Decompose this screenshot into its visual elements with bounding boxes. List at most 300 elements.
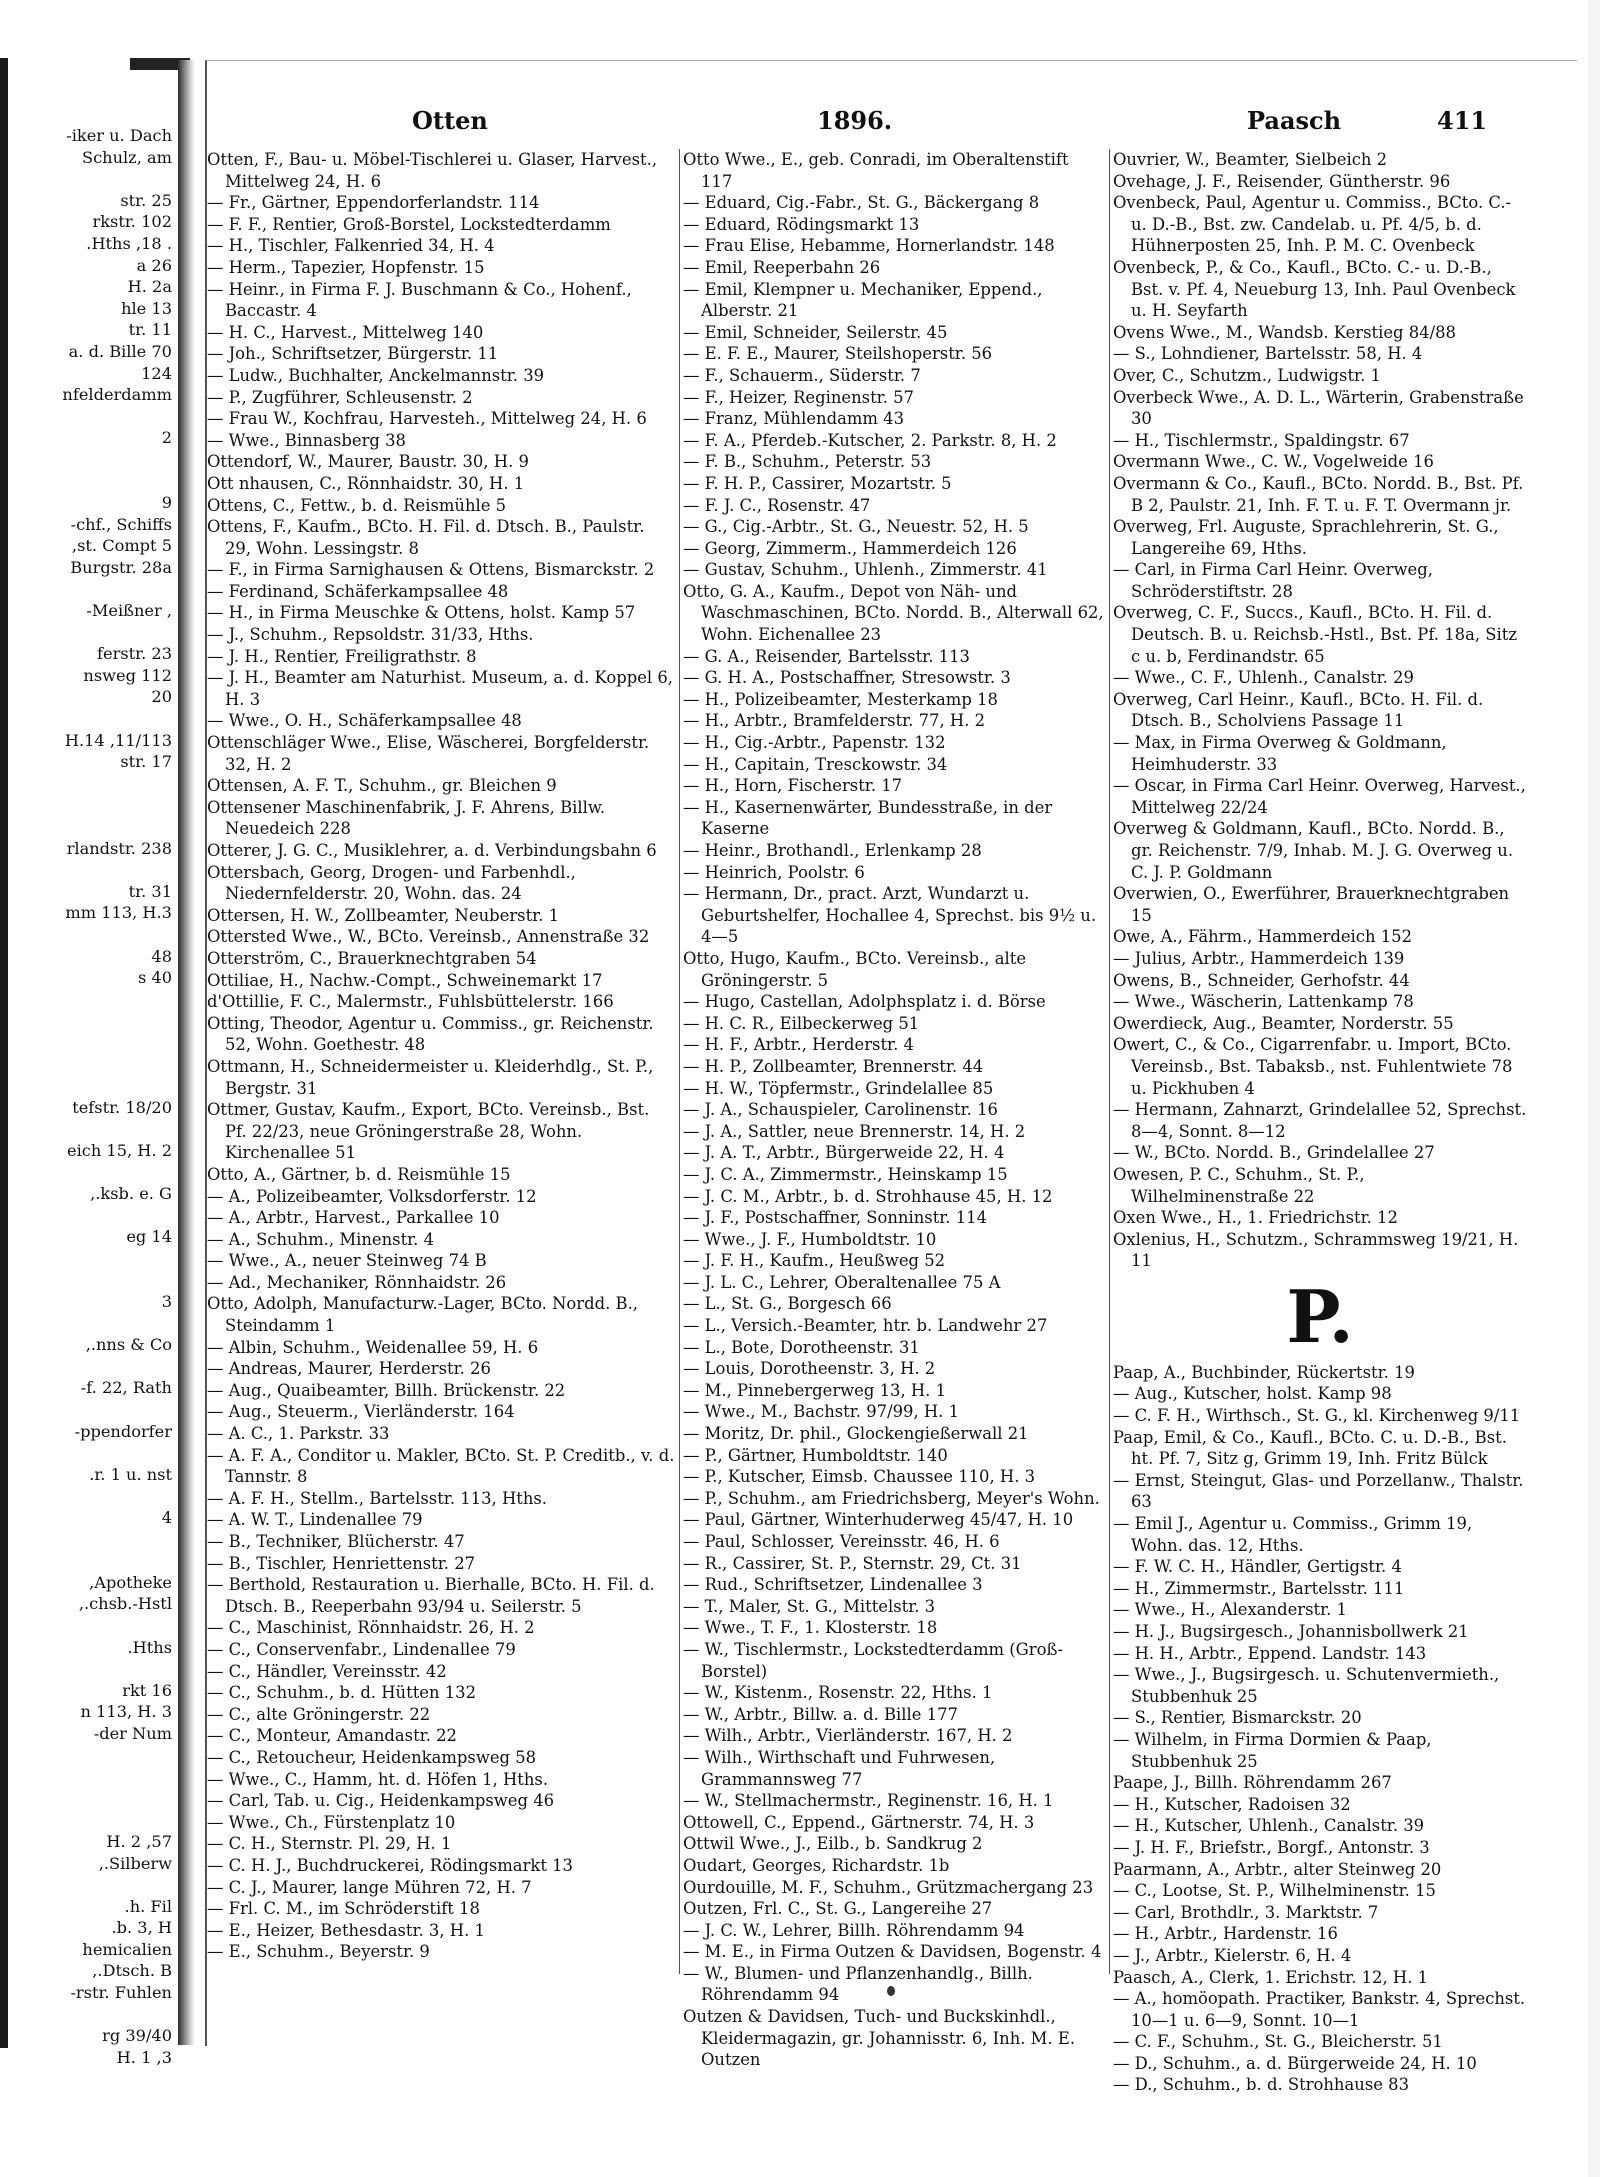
directory-entry: — J. C. A., Zimmermstr., Heinskamp 15	[683, 1164, 1008, 1184]
directory-entry: — H., in Firma Meuschke & Ottens, holst. Kamp 57	[207, 603, 636, 623]
directory-entry: — L., Versich.-Beamter, htr. b. Landwehr 27	[683, 1316, 1048, 1336]
directory-entry: — A. C., 1. Parkstr. 33	[207, 1424, 390, 1444]
fragment-line	[8, 1809, 176, 1831]
fragment-line: nfelderdamm	[62, 385, 172, 405]
directory-entry: — W., BCto. Nordd. B., Grindelallee 27	[1113, 1143, 1435, 1163]
fragment-line: ksb. e. G.,	[90, 1184, 172, 1204]
directory-entry: — Berthold, Restauration u. Bierhalle, BCto. H. Fil. d. Dtsch. B., Reeperbahn 93/94 u. Seilerstr. 5	[207, 1575, 655, 1616]
directory-entry: — J. C. W., Lehrer, Billh. Röhrendamm 94	[683, 1920, 1025, 1940]
directory-entry: — S., Lohndiener, Bartelsstr. 58, H. 4	[1113, 344, 1423, 364]
fragment-line: rg 39/40	[102, 2026, 172, 2046]
directory-entry: — Hermann, Zahnarzt, Grindelallee 52, Sprechst. 8—4, Sonnt. 8—12	[1113, 1100, 1527, 1141]
header-year: 1896.	[817, 106, 893, 135]
directory-entry: — H., Zimmermstr., Bartelsstr. 111	[1113, 1578, 1405, 1598]
fragment-line	[8, 1075, 176, 1097]
directory-entry: — F., Heizer, Reginenstr. 57	[683, 387, 914, 407]
directory-entry: — Wilhelm, in Firma Dormien & Paap, Stubbenhuk 25	[1113, 1729, 1432, 1771]
fragment-line	[8, 708, 176, 730]
directory-entry: Outzen, Frl. C., St. G., Langereihe 27	[683, 1899, 993, 1919]
fragment-line: 3, H. 1	[116, 2047, 172, 2067]
directory-entry: — E. F. E., Maurer, Steilshoperstr. 56	[683, 344, 993, 364]
directory-entry: — Aug., Steuerm., Vierländerstr. 164	[207, 1402, 515, 1422]
fragment-line	[8, 1205, 176, 1227]
directory-entry: Otto, G. A., Kaufm., Depot von Näh- und Waschmaschinen, BCto. Nordd. B., Alterwall 62, Wohn. Eichenallee 23	[683, 581, 1104, 645]
directory-entry: — C., Schuhm., b. d. Hütten 132	[207, 1683, 477, 1703]
directory-entry: — G. H. A., Postschaffner, Stresowstr. 3	[683, 668, 1011, 688]
directory-entry: Otto Wwe., E., geb. Conradi, im Oberaltenstift 117	[683, 150, 1069, 191]
directory-entry: — Wilh., Wirthschaft und Fuhrwesen, Grammannsweg 77	[683, 1747, 996, 1789]
directory-entry: — H., Kutscher, Radoisen 32	[1113, 1794, 1351, 1814]
directory-entry: Otto, A., Gärtner, b. d. Reismühle 15	[207, 1164, 511, 1184]
directory-entry: Ottersen, H. W., Zollbeamter, Neuberstr. 1	[207, 905, 560, 925]
directory-entry: — J., Arbtr., Kielerstr. 6, H. 4	[1113, 1945, 1352, 1965]
directory-entry: d'Ottillie, F. C., Malermstr., Fuhlsbüttelerstr. 166	[207, 992, 614, 1012]
directory-entry: — Oscar, in Firma Carl Heinr. Overweg, Harvest., Mittelweg 22/24	[1113, 776, 1526, 817]
fragment-line	[8, 622, 176, 644]
directory-entry: — C., Conservenfabr., Lindenallee 79	[207, 1639, 516, 1659]
fragment-line: Dtsch. B.,	[92, 1961, 172, 1981]
fragment-line	[8, 1162, 176, 1184]
fragment-line: , Meißner-	[86, 601, 172, 621]
fragment-line	[8, 794, 176, 816]
directory-entry: — Hermann, Dr., pract. Arzt, Wundarzt u. Geburtshelfer, Hochallee 4, Sprechst. bis 9½ u. 4—5	[683, 884, 1097, 947]
fragment-line: ferstr. 23	[97, 644, 172, 664]
directory-entry: — Georg, Zimmerm., Hammerdeich 126	[683, 538, 1017, 558]
directory-entry: — W., Kistenm., Rosenstr. 22, Hths. 1	[683, 1683, 993, 1703]
directory-entry: — Julius, Arbtr., Hammerdeich 139	[1113, 948, 1405, 968]
fragment-line: nsweg 112	[83, 665, 172, 685]
directory-entry: — Gustav, Schuhm., Uhlenh., Zimmerstr. 41	[683, 560, 1048, 580]
fragment-line: st. Compt 5,	[71, 536, 172, 556]
fragment-line: hle 13	[121, 298, 172, 318]
directory-entry: — H., Polizeibeamter, Mesterkamp 18	[683, 689, 998, 709]
fragment-line	[8, 1745, 176, 1767]
directory-entry: Ovenbeck, Paul, Agentur u. Commiss., BCto. C.- u. D.-B., Bst. zw. Candelab. u. Pf. 4/5, b. d. Hühnerposten 25, Inh. P. M. C. Ovenbeck	[1113, 193, 1512, 256]
directory-entry: Oxen Wwe., H., 1. Friedrichstr. 12	[1113, 1208, 1398, 1228]
directory-entry: Ovens Wwe., M., Wandsb. Kerstieg 84/88	[1113, 322, 1456, 342]
directory-entry: — M. E., in Firma Outzen & Davidsen, Bogenstr. 4	[683, 1942, 1102, 1962]
directory-entry: Ottensener Maschinenfabrik, J. F. Ahrens, Billw. Neuedeich 228	[207, 797, 606, 839]
directory-entry: — D., Schuhm., a. d. Bürgerweide 24, H. 10	[1113, 2053, 1477, 2073]
fragment-line: der Num-	[93, 1723, 172, 1743]
directory-entry: — J. C. M., Arbtr., b. d. Strohhause 45, H. 12	[683, 1186, 1053, 1206]
fragment-line	[8, 1356, 176, 1378]
directory-entry: — F., in Firma Sarnighausen & Ottens, Bismarckstr. 2	[207, 560, 655, 580]
directory-entry: — H., Kutscher, Uhlenh., Canalstr. 39	[1113, 1816, 1425, 1836]
directory-entry: — H. P., Zollbeamter, Brennerstr. 44	[683, 1056, 984, 1076]
directory-entry: — Albin, Schuhm., Weidenallee 59, H. 6	[207, 1337, 539, 1357]
directory-entry: — J. A., Schauspieler, Carolinenstr. 16	[683, 1100, 998, 1120]
fragment-line: 26 a	[136, 255, 172, 275]
page-edge	[1588, 0, 1600, 2177]
directory-entry: — Ad., Mechaniker, Rönnhaidstr. 26	[207, 1272, 507, 1292]
directory-entry: Otterström, C., Brauerknechtgraben 54	[207, 948, 537, 968]
directory-entry: Overweg, C. F., Succs., Kaufl., BCto. H. Fil. d. Deutsch. B. u. Reichsb.-Hstl., Bst. Pf. 18a, Sitz c u. b, Ferdinandstr. 65	[1113, 603, 1517, 666]
directory-entry: Overweg & Goldmann, Kaufl., BCto. Nordd. B., gr. Reichenstr. 7/9, Inhab. M. J. G. Overweg u. C. J. P. Goldmann	[1113, 819, 1514, 882]
directory-entry: — D., Schuhm., b. d. Strohhause 83	[1113, 2075, 1409, 2095]
fragment-line	[8, 1529, 176, 1551]
fragment-line: nns & Co.,	[85, 1335, 172, 1355]
directory-entry: — L., St. G., Borgesch 66	[683, 1294, 892, 1314]
directory-entry: — H., Tischler, Falkenried 34, H. 4	[207, 236, 495, 256]
fragment-line	[8, 1269, 176, 1291]
header-left-keyword: Otten	[412, 106, 488, 135]
directory-entry: — H., Capitain, Tresckowstr. 34	[683, 754, 948, 774]
directory-entry: Ourdouille, M. F., Schuhm., Grützmachergang 23	[683, 1877, 1094, 1897]
fragment-line: rkt 16	[122, 1680, 172, 1700]
directory-entry: Overweg, Carl Heinr., Kaufl., BCto. H. Fil. d. Dtsch. B., Scholviens Passage 11	[1113, 689, 1484, 731]
fragment-line	[8, 1248, 176, 1270]
fragment-line	[8, 1118, 176, 1140]
directory-entry: — F. B., Schuhm., Peterstr. 53	[683, 452, 932, 472]
fragment-line: 2	[161, 428, 172, 448]
fragment-line: hemicalien	[82, 1939, 172, 1959]
fragment-line: tr. 11	[128, 320, 172, 340]
directory-entry: — J. H. F., Briefstr., Borgf., Antonstr. 3	[1113, 1837, 1430, 1857]
directory-entry: — J. F., Postschaffner, Sonninstr. 114	[683, 1208, 988, 1228]
ink-mark	[887, 1986, 895, 1996]
fragment-line	[8, 924, 176, 946]
directory-entry: Outzen & Davidsen, Tuch- und Buckskinhdl., Kleidermagazin, gr. Johannisstr. 6, Inh. M. E. Outzen	[683, 2007, 1076, 2070]
directory-entry: — H. C., Harvest., Mittelweg 140	[207, 322, 484, 342]
directory-entry: — C., Retoucheur, Heidenkampsweg 58	[207, 1747, 537, 1767]
directory-entry: — P., Gärtner, Humboldtstr. 140	[683, 1445, 948, 1465]
directory-entry: — J. A., Sattler, neue Brennerstr. 14, H. 2	[683, 1121, 1026, 1141]
directory-entry: Over, C., Schutzm., Ludwigstr. 1	[1113, 365, 1381, 385]
fragment-line: Hths.	[127, 1637, 172, 1657]
directory-entry: — Andreas, Maurer, Herderstr. 26	[207, 1359, 491, 1379]
column-right	[1113, 149, 1527, 2095]
fragment-line	[8, 2004, 176, 2026]
book-gutter	[178, 60, 195, 2045]
fragment-line: iker u. Dach-	[66, 126, 172, 145]
directory-entry: — H., Cig.-Arbtr., Papenstr. 132	[683, 733, 946, 753]
fragment-line: str. 25	[120, 190, 172, 210]
directory-entry: — Max, in Firma Overweg & Goldmann, Heimhuderstr. 33	[1113, 733, 1447, 774]
directory-entry: Ovehage, J. F., Reisender, Güntherstr. 96	[1113, 171, 1451, 191]
directory-entry: Ottens, C., Fettw., b. d. Reismühle 5	[207, 495, 507, 515]
directory-entry: — Wwe., J. F., Humboldtstr. 10	[683, 1229, 937, 1249]
directory-entry: — A. W. T., Lindenallee 79	[207, 1510, 423, 1530]
directory-entry: — Paul, Gärtner, Winterhuderweg 45/47, H. 10	[683, 1510, 1074, 1530]
directory-entry: Owens, B., Schneider, Gerhofstr. 44	[1113, 970, 1410, 990]
directory-entry: — A., Arbtr., Harvest., Parkallee 10	[207, 1208, 500, 1228]
directory-entry: — E., Schuhm., Beyerstr. 9	[207, 1942, 430, 1962]
directory-entry: — W., Blumen- und Pflanzenhandlg., Billh. Röhrendamm 94	[683, 1963, 1033, 2005]
directory-entry: — H. C. R., Eilbeckerweg 51	[683, 1013, 920, 1033]
directory-entry: — Wwe., Ch., Fürstenplatz 10	[207, 1812, 456, 1832]
directory-entry: — Emil J., Agentur u. Commiss., Grimm 19, Wohn. das. 12, Hths.	[1113, 1514, 1473, 1555]
directory-entry: Ottenschläger Wwe., Elise, Wäscherei, Borgfelderstr. 32, H. 2	[207, 733, 650, 774]
directory-entry: — F. A., Pferdeb.-Kutscher, 2. Parkstr. 8, H. 2	[683, 430, 1057, 450]
fragment-line	[8, 773, 176, 795]
fragment-line: 11/113, H.14	[64, 730, 172, 750]
directory-entry: — B., Techniker, Blücherstr. 47	[207, 1532, 465, 1551]
directory-entry: — Frau W., Kochfrau, Harvesteh., Mittelweg 24, H. 6	[207, 409, 647, 429]
directory-entry: Otto, Adolph, Manufacturw.-Lager, BCto. Nordd. B., Steindamm 1	[207, 1294, 638, 1336]
directory-entry: — H. F., Arbtr., Herderstr. 4	[683, 1035, 914, 1055]
left-page-shadow	[0, 58, 8, 2048]
directory-entry: — H. W., Töpfermstr., Grindelallee 85	[683, 1078, 994, 1098]
directory-entry: Paarmann, A., Arbtr., alter Steinweg 20	[1113, 1859, 1442, 1879]
fragment-line	[8, 1399, 176, 1421]
fragment-line: 48	[151, 946, 172, 966]
directory-entry: Ottwil Wwe., J., Eilb., b. Sandkrug 2	[683, 1834, 983, 1854]
directory-entry: — C., Monteur, Amandastr. 22	[207, 1726, 457, 1746]
directory-entry: — S., Rentier, Bismarckstr. 20	[1113, 1708, 1362, 1728]
fragment-line	[8, 449, 176, 471]
fragment-line: H. 2a	[127, 277, 172, 297]
directory-entry: — F. J. C., Rosenstr. 47	[683, 495, 871, 515]
directory-entry: — Ferdinand, Schäferkampsallee 48	[207, 581, 509, 601]
directory-entry: Ottiliae, H., Nachw.-Compt., Schweinemarkt 17	[207, 970, 603, 990]
directory-entry: — H., Horn, Fischerstr. 17	[683, 776, 903, 796]
fragment-line: rkstr. 102	[92, 212, 172, 232]
directory-entry: Ottendorf, W., Maurer, Baustr. 30, H. 9	[207, 452, 529, 472]
fragment-line: ppendorfer-	[74, 1421, 172, 1441]
directory-entry: — C., Händler, Vereinsstr. 42	[207, 1661, 447, 1681]
directory-entry: Paasch, A., Clerk, 1. Erichstr. 12, H. 1	[1113, 1967, 1429, 1987]
directory-entry: — P., Kutscher, Eimsb. Chaussee 110, H. 3	[683, 1467, 1036, 1487]
fragment-line	[8, 1313, 176, 1335]
directory-entry: — G., Cig.-Arbtr., St. G., Neuestr. 52, H. 5	[683, 517, 1029, 537]
directory-entry: — Fr., Gärtner, Eppendorferlandstr. 114	[207, 193, 540, 213]
fragment-line: eg 14	[126, 1227, 172, 1247]
directory-entry: Paap, Emil, & Co., Kaufl., BCto. C. u. D.-B., Bst. ht. Pf. 7, Sitz g, Grimm 19, Inh. Fritz Bülck	[1113, 1427, 1507, 1469]
fragment-line	[8, 471, 176, 493]
fragment-line	[8, 1485, 176, 1507]
directory-entry: — A. F. A., Conditor u. Makler, BCto. St. P. Creditb., v. d. Tannstr. 8	[207, 1445, 675, 1487]
fragment-line: mm 113, H.3	[65, 903, 172, 923]
directory-entry: — Frau Elise, Hebamme, Hornerlandstr. 148	[683, 236, 1055, 256]
column-left	[207, 149, 675, 1989]
directory-entry: — Wwe., Binnasberg 38	[207, 430, 406, 450]
directory-entry: — Herm., Tapezier, Hopfenstr. 15	[207, 257, 485, 277]
directory-entry: Owerdieck, Aug., Beamter, Norderstr. 55	[1113, 1013, 1454, 1033]
directory-entry: — Heinr., Brothandl., Erlenkamp 28	[683, 841, 982, 860]
directory-entry: Paape, J., Billh. Röhrendamm 267	[1113, 1773, 1392, 1793]
fragment-line	[8, 1874, 176, 1896]
directory-entry: — Carl, in Firma Carl Heinr. Overweg, Schröderstiftstr. 28	[1113, 560, 1433, 601]
fragment-line	[8, 989, 176, 1011]
fragment-line: Silberw.,	[98, 1853, 172, 1873]
directory-entry: — Wwe., C., Hamm, ht. d. Höfen 1, Hths.	[207, 1769, 549, 1789]
fragment-line: chsb.-Hstl.,	[78, 1594, 172, 1614]
directory-entry: — W., Arbtr., Billw. a. d. Bille 177	[683, 1704, 958, 1724]
directory-entry: — Emil, Reeperbahn 26	[683, 257, 881, 277]
fragment-line	[8, 859, 176, 881]
fragment-line: . 18, Hths.	[86, 233, 172, 253]
directory-entry: Owe, A., Fährm., Hammerdeich 152	[1113, 927, 1413, 947]
directory-entry: — Paul, Schlosser, Vereinsstr. 46, H. 6	[683, 1532, 1000, 1551]
directory-entry: — Wwe., M., Bachstr. 97/99, H. 1	[683, 1402, 960, 1422]
directory-entry: — M., Pinnebergerweg 13, H. 1	[683, 1380, 947, 1400]
directory-entry: — Wwe., Wäscherin, Lattenkamp 78	[1113, 992, 1414, 1012]
directory-entry: Ottowell, C., Eppend., Gärtnerstr. 74, H. 3	[683, 1812, 1035, 1832]
fragment-line: h. Fil.	[124, 1896, 172, 1916]
directory-entry: — F. W. C. H., Händler, Gertigstr. 4	[1113, 1557, 1402, 1577]
directory-entry: — P., Zugführer, Schleusenstr. 2	[207, 387, 473, 407]
directory-entry: — F., Schauerm., Süderstr. 7	[683, 365, 921, 385]
directory-entry: — R., Cassirer, St. P., Sternstr. 29, Ct. 31	[683, 1553, 1022, 1573]
fragment-line	[8, 168, 176, 190]
directory-entry: — Aug., Quaibeamter, Billh. Brückenstr. 22	[207, 1380, 566, 1400]
directory-entry: Overmann & Co., Kaufl., BCto. Nordd. B., Bst. Pf. B 2, Paulstr. 21, Inh. F. T. u. F. T. Overmann jr.	[1113, 473, 1524, 515]
directory-entry: — Heinr., in Firma F. J. Buschmann & Co., Hohenf., Baccastr. 4	[207, 279, 632, 321]
directory-entry: — A. F. H., Stellm., Bartelsstr. 113, Hths.	[207, 1488, 547, 1508]
directory-entry: — A., Schuhm., Minenstr. 4	[207, 1229, 435, 1249]
fragment-line: Apotheke,	[89, 1572, 172, 1592]
fragment-line: tefstr. 18/20	[72, 1097, 172, 1117]
fragment-line: 57, H. 2	[106, 1831, 172, 1851]
directory-entry: Owesen, P. C., Schuhm., St. P., Wilhelminenstraße 22	[1113, 1164, 1365, 1206]
directory-entry: — H., Kasernenwärter, Bundesstraße, in der Kaserne	[683, 797, 1053, 839]
fragment-line	[8, 578, 176, 600]
directory-entry: — H., Tischlermstr., Spaldingstr. 67	[1113, 430, 1410, 450]
directory-entry: Ovenbeck, P., & Co., Kaufl., BCto. C.- u. D.-B., Bst. v. Pf. 4, Neueburg 13, Inh. Paul Ovenbeck u. H. Seyfarth	[1113, 257, 1516, 321]
directory-entry: — Heinrich, Poolstr. 6	[683, 862, 865, 882]
fragment-line: Burgstr. 28a	[70, 557, 172, 577]
directory-entry: — Eduard, Cig.-Fabr., St. G., Bäckergang 8	[683, 193, 1040, 213]
fragment-line: 4	[161, 1508, 172, 1527]
directory-entry: — Wwe., H., Alexanderstr. 1	[1113, 1600, 1347, 1620]
directory-entry: — J. L. C., Lehrer, Oberaltenallee 75 A	[683, 1272, 1001, 1292]
fragment-line: chf., Schiffs-	[70, 514, 172, 534]
directory-entry: — Aug., Kutscher, holst. Kamp 98	[1113, 1384, 1392, 1404]
directory-entry: — C. H., Sternstr. Pl. 29, H. 1	[207, 1834, 452, 1854]
directory-entry: — W., Stellmachermstr., Reginenstr. 16, H. 1	[683, 1791, 1054, 1811]
fragment-line: rstr. Fuhlen-	[70, 1983, 172, 2003]
previous-page-fragment	[8, 125, 176, 2067]
directory-entry: Ottens, F., Kaufm., BCto. H. Fil. d. Dtsch. B., Paulstr. 29, Wohn. Lessingstr. 8	[207, 517, 645, 558]
directory-entry: Ottersted Wwe., W., BCto. Vereinsb., Annenstraße 32	[207, 927, 650, 947]
directory-entry: Ottmann, H., Schneidermeister u. Kleiderhdlg., St. P., Bergstr. 31	[207, 1056, 654, 1098]
directory-entry: — Eduard, Rödingsmarkt 13	[683, 214, 920, 234]
directory-entry: — C. H. J., Buchdruckerei, Rödingsmarkt 13	[207, 1855, 573, 1875]
directory-entry: — Louis, Dorotheenstr. 3, H. 2	[683, 1359, 936, 1379]
directory-entry: — C. F. H., Wirthsch., St. G., kl. Kirchenweg 9/11	[1113, 1406, 1521, 1426]
directory-entry: — H. H., Arbtr., Eppend. Landstr. 143	[1113, 1643, 1427, 1663]
directory-entry: — Wwe., J., Bugsirgesch. u. Schutenvermieth., Stubbenhuk 25	[1113, 1665, 1500, 1706]
directory-entry: — P., Schuhm., am Friedrichsberg, Meyer's Wohn.	[683, 1488, 1100, 1508]
fragment-line: rlandstr. 238	[66, 838, 172, 858]
directory-entry: Ottensen, A. F. T., Schuhm., gr. Bleichen 9	[207, 776, 557, 796]
fragment-line: r. 1 u. nst.	[89, 1464, 172, 1484]
directory-entry: — A., Polizeibeamter, Volksdorferstr. 12	[207, 1186, 537, 1206]
directory-entry: — Wwe., O. H., Schäferkampsallee 48	[207, 711, 522, 731]
fragment-line	[8, 1550, 176, 1572]
fragment-line	[8, 1054, 176, 1076]
directory-entry: — Carl, Brothdlr., 3. Marktstr. 7	[1113, 1902, 1379, 1922]
directory-entry: — Carl, Tab. u. Cig., Heidenkampsweg 46	[207, 1791, 555, 1811]
page-number: 411	[1437, 106, 1488, 135]
fragment-line	[8, 1788, 176, 1810]
fragment-line	[8, 1658, 176, 1680]
directory-entry: Overwien, O., Ewerführer, Brauerknechtgraben 15	[1113, 884, 1510, 925]
directory-entry: — C. F., Schuhm., St. G., Bleicherstr. 51	[1113, 2032, 1443, 2052]
fragment-line: b. 3, H.	[111, 1918, 172, 1938]
directory-entry: — Ludw., Buchhalter, Anckelmannstr. 39	[207, 365, 545, 385]
directory-entry: — Moritz, Dr. phil., Glockengießerwall 21	[683, 1424, 1029, 1444]
fragment-line	[8, 406, 176, 428]
directory-entry: — Hugo, Castellan, Adolphsplatz i. d. Börse	[683, 992, 1046, 1012]
fragment-line: f. 22, Rath-	[80, 1378, 172, 1398]
directory-entry: Paap, A., Buchbinder, Rückertstr. 19	[1113, 1362, 1415, 1382]
fragment-line	[8, 816, 176, 838]
directory-entry: — F. H. P., Cassirer, Mozartstr. 5	[683, 473, 952, 493]
fragment-line	[8, 1615, 176, 1637]
directory-entry: — H. J., Bugsirgesch., Johannisbollwerk 21	[1113, 1622, 1469, 1641]
directory-entry: — Joh., Schriftsetzer, Bürgerstr. 11	[207, 344, 499, 364]
fragment-line: tr. 31	[128, 881, 172, 901]
directory-entry: — F. F., Rentier, Groß-Borstel, Lockstedterdamm	[207, 214, 611, 234]
directory-entry: Otto, Hugo, Kaufm., BCto. Vereinsb., alte Gröningerstr. 5	[683, 948, 1027, 990]
directory-entry: — Ernst, Steingut, Glas- und Porzellanw., Thalstr. 63	[1113, 1470, 1524, 1512]
directory-entry: Otting, Theodor, Agentur u. Commiss., gr. Reichenstr. 52, Wohn. Goethestr. 48	[207, 1013, 654, 1055]
fragment-line: 124	[141, 363, 172, 383]
directory-entry: — C. J., Maurer, lange Mühren 72, H. 7	[207, 1877, 532, 1897]
directory-entry: — J. H., Beamter am Naturhist. Museum, a. d. Koppel 6, H. 3	[207, 668, 673, 709]
fragment-line: eich 15, H. 2	[67, 1140, 172, 1160]
directory-entry: — Wwe., A., neuer Steinweg 74 B	[207, 1251, 487, 1271]
fragment-line: a. d. Bille 70	[68, 341, 172, 361]
column-rule	[679, 149, 680, 1974]
fragment-line: Schulz, am	[81, 147, 172, 167]
fragment-line	[8, 1766, 176, 1788]
directory-entry: Overweg, Frl. Auguste, Sprachlehrerin, St. G., Langereihe 69, Hths.	[1113, 517, 1499, 558]
directory-entry: — Emil, Schneider, Seilerstr. 45	[683, 322, 948, 342]
directory-entry: — J. H., Rentier, Freiligrathstr. 8	[207, 646, 477, 666]
directory-entry: Ottersbach, Georg, Drogen- und Farbenhdl., Niedernfelderstr. 20, Wohn. das. 24	[207, 862, 576, 904]
running-header	[207, 106, 1488, 142]
fragment-line	[8, 1442, 176, 1464]
directory-entry: Overmann Wwe., C. W., Vogelweide 16	[1113, 452, 1434, 472]
directory-entry: — H., Arbtr., Bramfelderstr. 77, H. 2	[683, 711, 986, 731]
directory-entry: — J., Schuhm., Repsoldstr. 31/33, Hths.	[207, 625, 534, 645]
directory-entry: — Wwe., C. F., Uhlenh., Canalstr. 29	[1113, 668, 1414, 688]
directory-entry: Otterer, J. G. C., Musiklehrer, a. d. Verbindungsbahn 6	[207, 841, 657, 860]
directory-entry: — Franz, Mühlendamm 43	[683, 409, 905, 429]
header-right-keyword: Paasch	[1247, 106, 1342, 135]
directory-entry: — C., Maschinist, Rönnhaidstr. 26, H. 2	[207, 1618, 535, 1638]
column-middle	[683, 149, 1105, 2070]
directory-entry: — T., Maler, St. G., Mittelstr. 3	[683, 1596, 936, 1616]
directory-entry: — A., homöopath. Practiker, Bankstr. 4, Sprechst. 10—1 u. 6—9, Sonnt. 10—1	[1113, 1989, 1526, 2030]
fragment-line	[8, 1010, 176, 1032]
directory-page	[205, 60, 1577, 2095]
directory-entry: — W., Tischlermstr., Lockstedterdamm (Groß-Borstel)	[683, 1639, 1063, 1681]
directory-entry: — L., Bote, Dorotheenstr. 31	[683, 1337, 920, 1357]
directory-entry: — G. A., Reisender, Bartelsstr. 113	[683, 646, 970, 666]
fragment-line: str. 17	[120, 752, 172, 772]
directory-entry: Ouvrier, W., Beamter, Sielbeich 2	[1113, 150, 1388, 169]
fragment-line: 9	[161, 493, 172, 513]
directory-entry: — E., Heizer, Bethesdastr. 3, H. 1	[207, 1920, 485, 1940]
fragment-line	[8, 1032, 176, 1054]
fragment-line: 3	[161, 1292, 172, 1312]
directory-entry: Oudart, Georges, Richardstr. 1b	[683, 1855, 950, 1875]
fragment-line: 20	[151, 687, 172, 707]
directory-entry: — Frl. C. M., im Schröderstift 18	[207, 1899, 480, 1919]
section-letter: P.	[1286, 1273, 1354, 1359]
directory-entry: — J. F. H., Kaufm., Heußweg 52	[683, 1251, 946, 1271]
directory-entry: — H., Arbtr., Hardenstr. 16	[1113, 1924, 1338, 1944]
directory-entry: Oxlenius, H., Schutzm., Schrammsweg 19/21, H. 11	[1113, 1229, 1519, 1271]
fragment-line: s 40	[137, 968, 172, 988]
directory-entry: Ott nhausen, C., Rönnhaidstr. 30, H. 1	[207, 473, 525, 493]
directory-entry: — Wilh., Arbtr., Vierländerstr. 167, H. 2	[683, 1726, 1013, 1746]
directory-entry: — Rud., Schriftsetzer, Lindenallee 3	[683, 1575, 983, 1595]
